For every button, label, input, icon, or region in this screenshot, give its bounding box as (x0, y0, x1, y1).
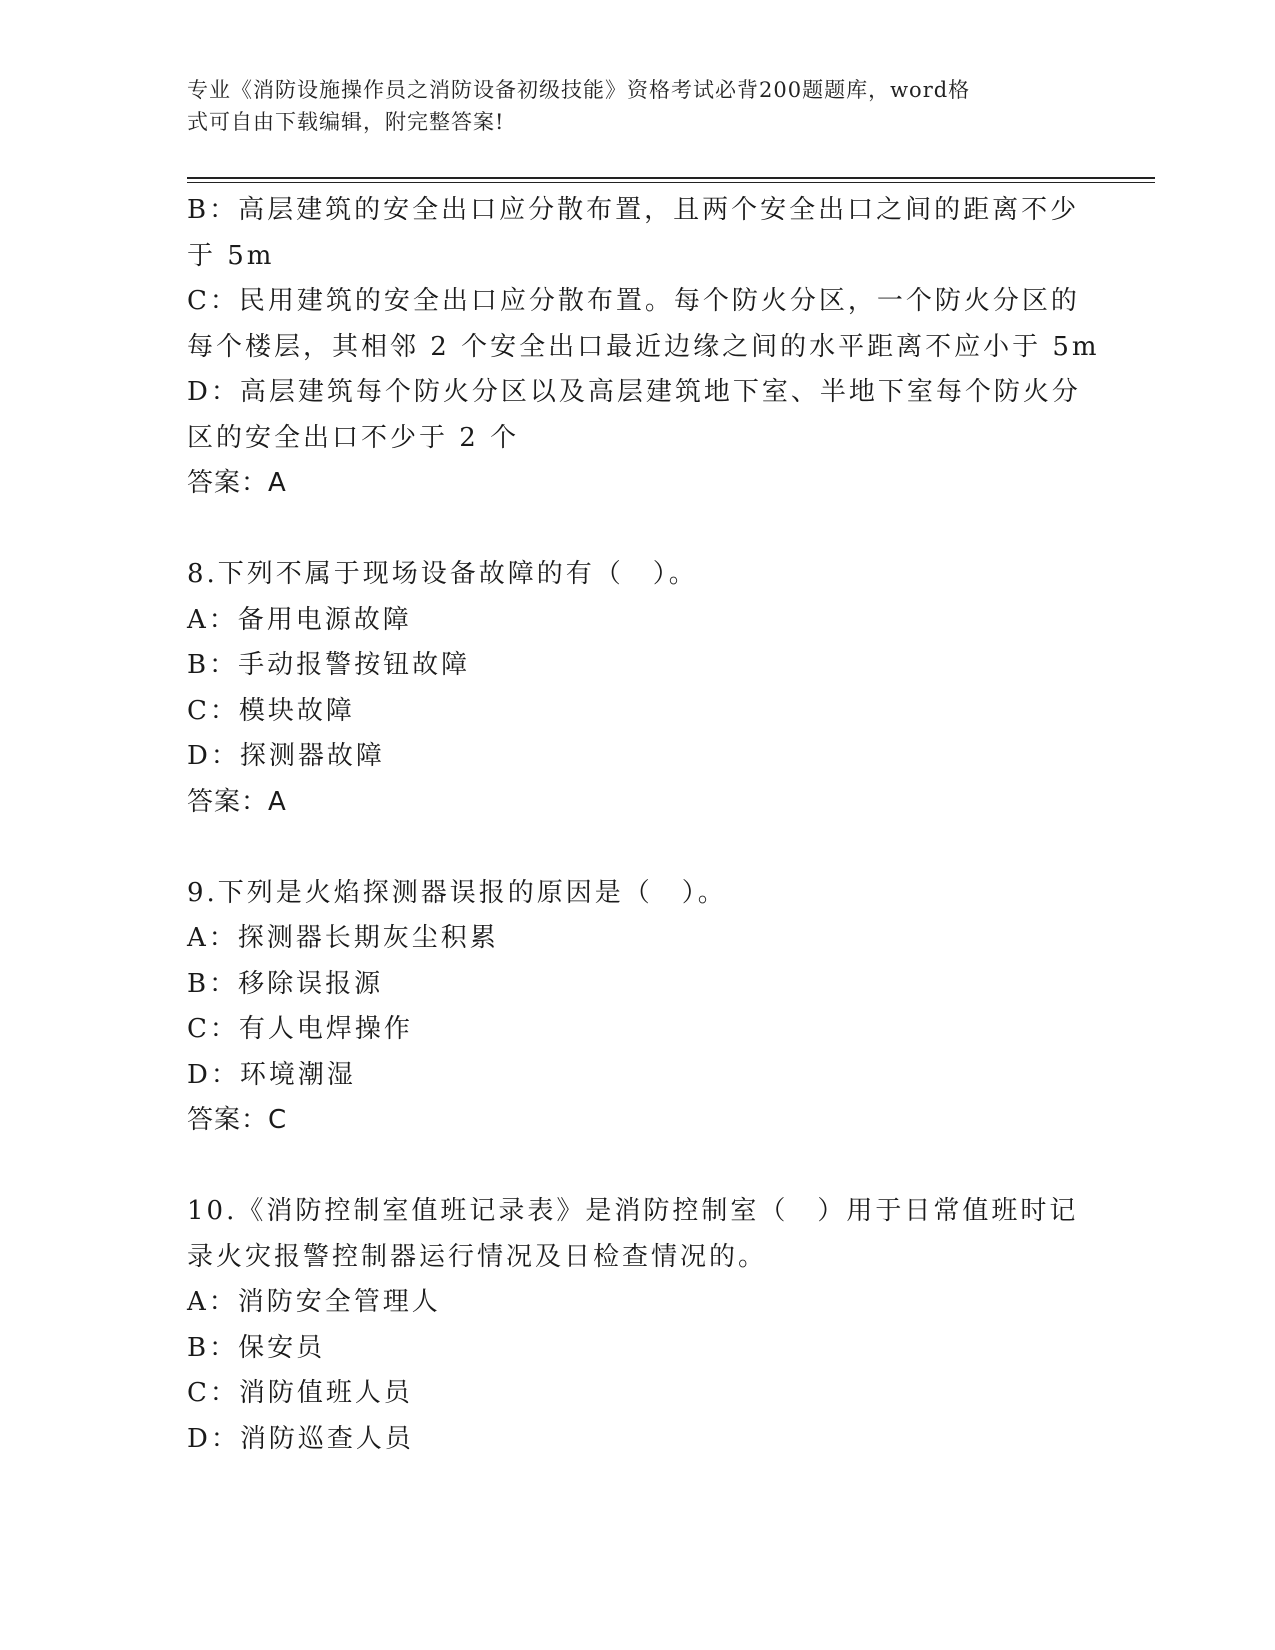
q7-option-d-line-2: 区的安全出口不少于 2 个 (187, 422, 520, 453)
q9-option-a: A：探测器长期灰尘积累 (187, 923, 499, 953)
q10-option-b: B：保安员 (187, 1332, 326, 1363)
q7-option-c-line-2: 每个楼层，其相邻 2 个安全出口最近边缘之间的水平距离不应小于 5m (187, 331, 1100, 362)
q7-option-b-line-2: 于 5m (187, 240, 275, 271)
question-8 (187, 552, 1077, 825)
q10-option-c: C：消防值班人员 (187, 1378, 413, 1408)
q10-question-line-1: 10.《消防控制室值班记录表》是消防控制室（ ）用于日常值班时记 (187, 1196, 1079, 1226)
spacer (187, 825, 1077, 871)
spacer (187, 507, 1077, 553)
q8-option-a: A：备用电源故障 (187, 604, 412, 635)
document-header (187, 74, 1067, 138)
q10-option-d: D：消防巡查人员 (187, 1423, 414, 1454)
q7-option-c-line-1: C：民用建筑的安全出口应分散布置。每个防火分区，一个防火分区的 (187, 286, 1080, 316)
q10-question-line-2: 录火灾报警控制器运行情况及日检查情况的。 (187, 1241, 768, 1272)
question-10 (187, 1189, 1077, 1462)
header-line-2: 式可自由下载编辑，附完整答案! (187, 110, 505, 134)
document-body (187, 188, 1100, 1462)
header-divider-thick (187, 177, 1155, 179)
q8-option-b: B：手动报警按钮故障 (187, 650, 471, 680)
q9-answer: 答案：C (187, 1105, 288, 1135)
q10-option-a: A：消防安全管理人 (187, 1287, 441, 1317)
q9-question: 9.下列是火焰探测器误报的原因是（ ）。 (187, 877, 727, 908)
q9-option-b: B：移除误报源 (187, 968, 384, 999)
q8-answer: 答案：A (187, 786, 287, 817)
q7-option-b-line-1: B：高层建筑的安全出口应分散布置，且两个安全出口之间的距离不少 (187, 195, 1080, 225)
question-7-continued (187, 188, 1100, 507)
q9-option-c: C：有人电焊操作 (187, 1014, 413, 1044)
q7-answer: 答案：A (187, 468, 287, 498)
q7-option-d-line-1: D：高层建筑每个防火分区以及高层建筑地下室、半地下室每个防火分 (187, 377, 1081, 407)
spacer (187, 1144, 1077, 1190)
q8-question: 8.下列不属于现场设备故障的有（ ）。 (187, 559, 698, 589)
q9-option-d: D：环境潮湿 (187, 1059, 356, 1090)
q8-option-c: C：模块故障 (187, 695, 355, 726)
header-line-1: 专业《消防设施操作员之消防设备初级技能》资格考试必背200题题库，word格 (187, 78, 971, 102)
question-9 (187, 871, 1077, 1144)
header-divider-thin (187, 182, 1155, 183)
q8-option-d: D：探测器故障 (187, 741, 385, 771)
